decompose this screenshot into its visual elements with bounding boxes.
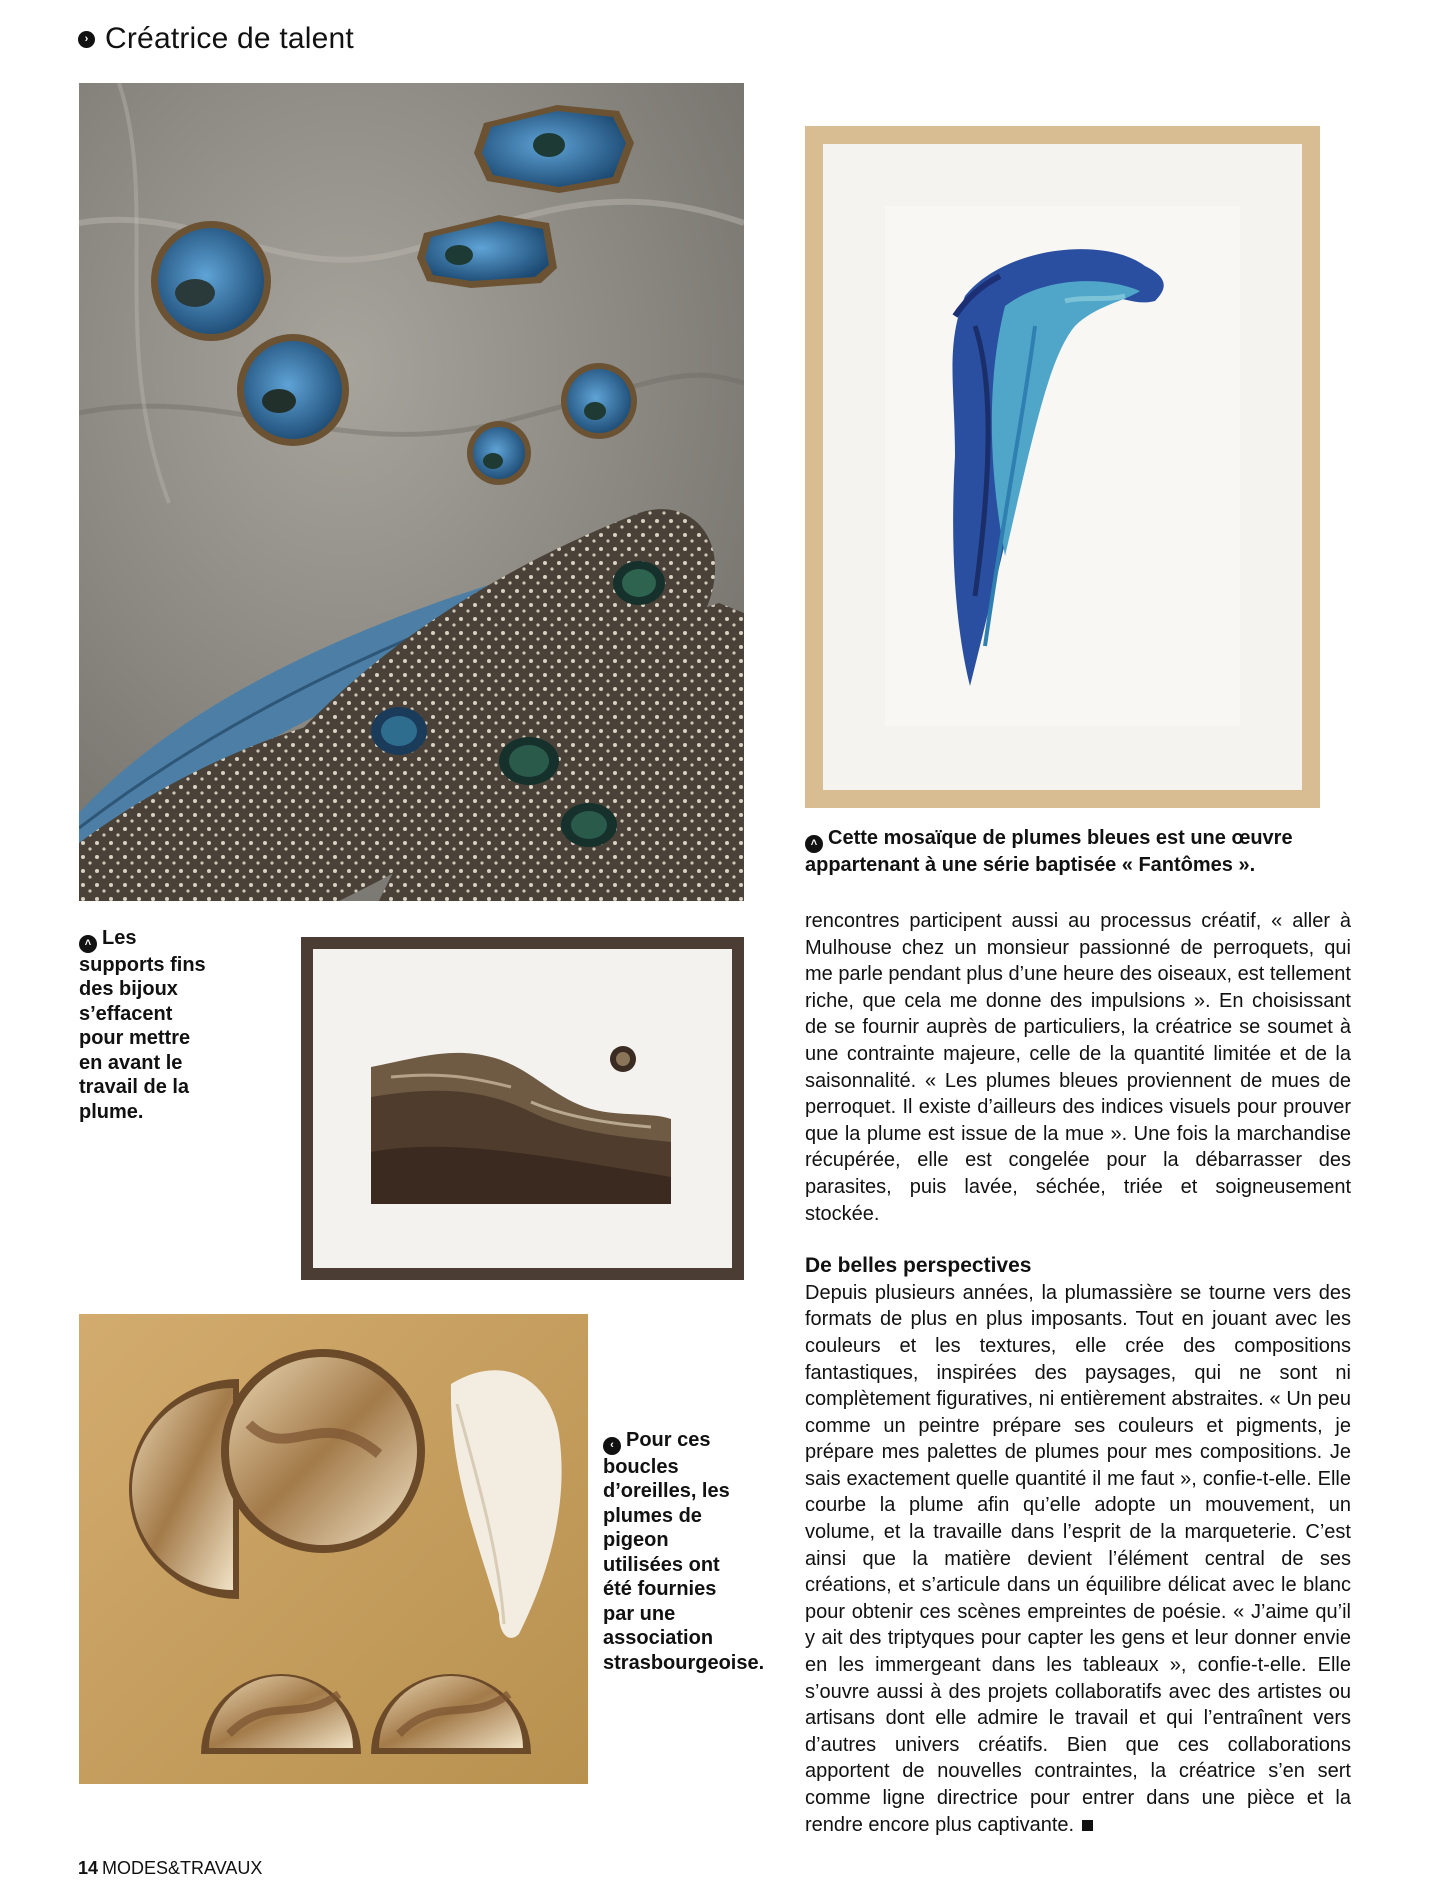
photo-framed-landscape [301,937,744,1280]
section-header [78,22,354,56]
photo-jewels-on-marble [79,83,744,901]
end-of-article-mark [1082,1820,1093,1831]
photo-earrings [79,1314,588,1784]
article-paragraph: rencontres participent aussi au processus créatif, « aller à Mulhouse chez un monsieur passionné de perroquets, qui me parle pendant plus d’une heure des oiseaux, est tellement riche, que cela me donne des impulsions ». En choisissant de se fournir auprès de particuliers, la créatrice se soumet à une contrainte majeure, celle de la quantité limitée et de la saisonnalité. « Les plumes bleues proviennent de mues de perroquet. Il existe d’ailleurs des indices visuels pour prouver que la plume est issue de la mue ». Une fois la marchandise récupérée, elle est congelée pour la débarrasser des parasites, puis lavée, séchée, triée et soigneusement stockée. [805,910,1351,1225]
caption-parrot [805,826,1305,877]
article-subheading: De belles perspectives [805,1254,1032,1278]
chevron-up-icon: ˄ [805,835,823,853]
earrings-illustration [79,1314,588,1784]
parrot-frame-illustration [805,126,1320,808]
page-footer [78,1858,262,1879]
caption-earrings [603,1428,765,1675]
magazine-name: MODES&TRAVAUX [102,1858,263,1878]
article-paragraph-text: Depuis plusieurs années, la plumassière se tourne vers des formats de plus en plus imposants. Tout en jouant avec les couleurs et les textures, elle crée des compositions fantastiques, inspirées des paysages, qui ne sont ni complètement figuratives, ni entièrement abstraites. « Un peu comme un peintre prépare ses couleurs et pigments, je prépare mes palettes de plumes pour mes compositions. Je sais exactement quelle quantité il me faut », confie-t-elle. Elle courbe la plume afin qu’elle adopte un mouvement, un volume, et la travaille dans l’esprit de la marqueterie. C’est ainsi que la matière devient l’élément central de ses créations, et s’articule dans un équilibre délicat avec le blanc pour obtenir ces scènes empreintes de poésie. « J’aime qu’il y ait des triptyques pour capter les gens et leur donner envie en les immergeant dans les tableaux », confie-t-elle. Elle s’ouvre aussi à des projets collaboratifs avec des artistes ou artisans dont elle admire le travail et qui l’entraînent vers d’autres univers créatifs. Bien que ces collaborations apportent de nouvelles contraintes, la créatrice s’en sert comme ligne directrice pour entrer dans une pièce et la rendre encore plus captivante. [805,1281,1351,1836]
jewels-marble-illustration [79,83,744,901]
page-number: 14 [78,1858,99,1878]
chevron-up-icon: ˄ [79,935,97,953]
photo-framed-parrot [805,126,1320,808]
chevron-left-icon: ‹ [603,1437,621,1455]
article-paragraph [805,1280,1351,1838]
article-column [805,908,1351,1838]
caption-parrot-text: Cette mosaïque de plumes bleues est une œuvre appartenant à une série baptisée « Fantômes ». [805,827,1293,876]
chevron-right-icon: › [78,31,95,48]
landscape-frame-illustration [301,937,744,1280]
caption-supports-text: Les supports fins des bijoux s’effacent pour mettre en avant le travail de la plume. [79,927,206,1123]
caption-earrings-text: Pour ces boucles d’oreilles, les plumes de pigeon utilisées ont été fournies par une association strasbourgeoise. [603,1429,765,1674]
section-title: Créatrice de talent [105,22,354,55]
caption-supports [79,926,219,1124]
